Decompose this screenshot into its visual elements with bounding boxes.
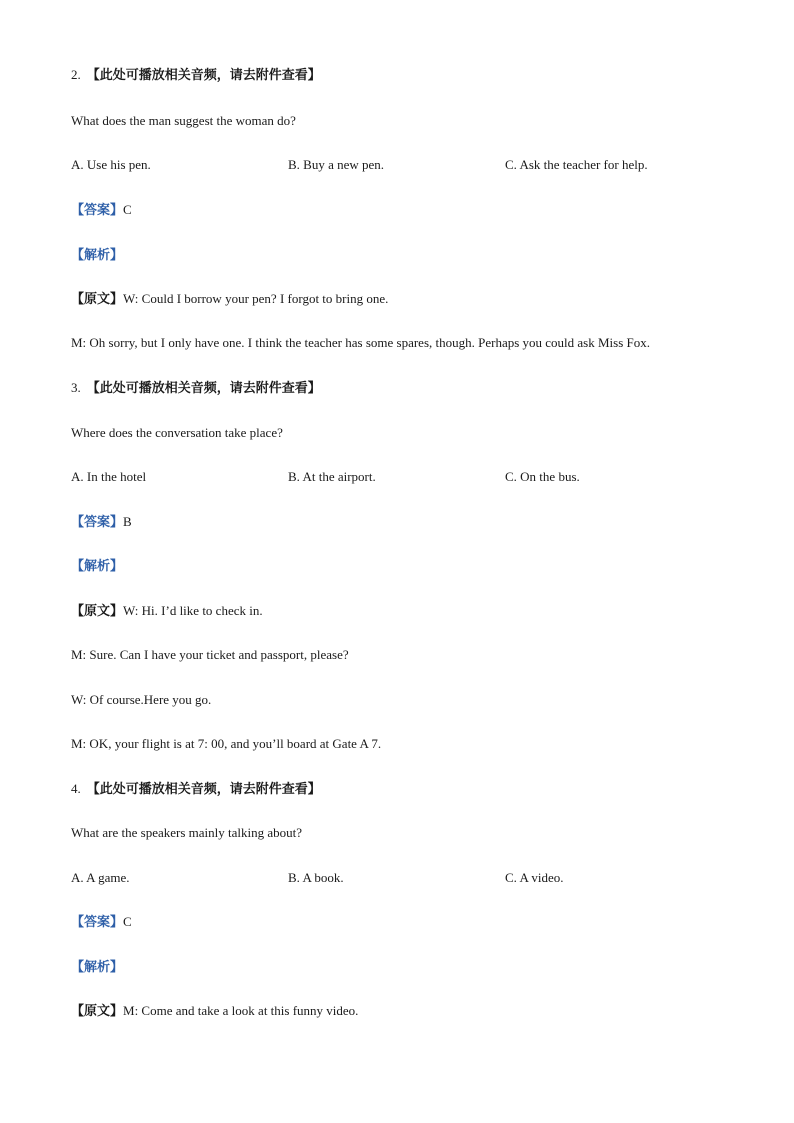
question-number: 2.	[71, 67, 81, 82]
answer-label: 【答案】	[71, 514, 124, 529]
question-4-header	[71, 781, 321, 797]
answer-value: C	[123, 914, 132, 929]
answer-value: C	[123, 202, 132, 217]
answer-line	[71, 202, 132, 218]
transcript-line: M: Oh sorry, but I only have one. I think the teacher has some spares, though. Perhaps you could ask Miss Fox.	[71, 335, 651, 350]
transcript-text: W: Could I borrow your pen? I forgot to bring one.	[123, 291, 389, 306]
option-a: A. Use his pen.	[71, 157, 151, 172]
option-c: C. A video.	[505, 870, 564, 885]
question-number: 4.	[71, 781, 81, 796]
answer-value: B	[123, 514, 132, 529]
answer-line	[71, 914, 132, 930]
transcript-label: 【原文】	[71, 1003, 124, 1018]
option-c: C. Ask the teacher for help.	[505, 157, 648, 172]
question-prompt: What are the speakers mainly talking about?	[71, 825, 303, 840]
transcript-line: M: Sure. Can I have your ticket and passport, please?	[71, 647, 349, 662]
transcript-line: M: OK, your flight is at 7: 00, and you’ll board at Gate A 7.	[71, 736, 382, 751]
transcript-label: 【原文】	[71, 291, 124, 306]
transcript-line	[71, 1003, 358, 1019]
option-a: A. In the hotel	[71, 469, 147, 484]
option-a: A. A game.	[71, 870, 130, 885]
transcript-text: W: Hi. I’d like to check in.	[123, 603, 263, 618]
question-2-header	[71, 67, 321, 83]
transcript-line	[71, 603, 263, 619]
transcript-line: W: Of course.Here you go.	[71, 692, 212, 707]
analysis-label: 【解析】	[71, 247, 124, 262]
audio-note: 【此处可播放相关音频，请去附件查看】	[86, 380, 321, 395]
question-prompt: What does the man suggest the woman do?	[71, 113, 296, 128]
analysis-label: 【解析】	[71, 558, 124, 573]
question-number: 3.	[71, 380, 81, 395]
audio-note: 【此处可播放相关音频，请去附件查看】	[86, 781, 321, 796]
option-b: B. A book.	[288, 870, 344, 885]
analysis-label: 【解析】	[71, 959, 124, 974]
transcript-line	[71, 291, 388, 307]
option-b: B. Buy a new pen.	[288, 157, 385, 172]
question-prompt: Where does the conversation take place?	[71, 425, 283, 440]
option-c: C. On the bus.	[505, 469, 580, 484]
transcript-text: M: Come and take a look at this funny video.	[123, 1003, 359, 1018]
audio-note: 【此处可播放相关音频，请去附件查看】	[86, 67, 321, 82]
transcript-label: 【原文】	[71, 603, 124, 618]
answer-line	[71, 514, 132, 530]
option-b: B. At the airport.	[288, 469, 376, 484]
question-3-header	[71, 380, 321, 396]
answer-label: 【答案】	[71, 914, 124, 929]
answer-label: 【答案】	[71, 202, 124, 217]
